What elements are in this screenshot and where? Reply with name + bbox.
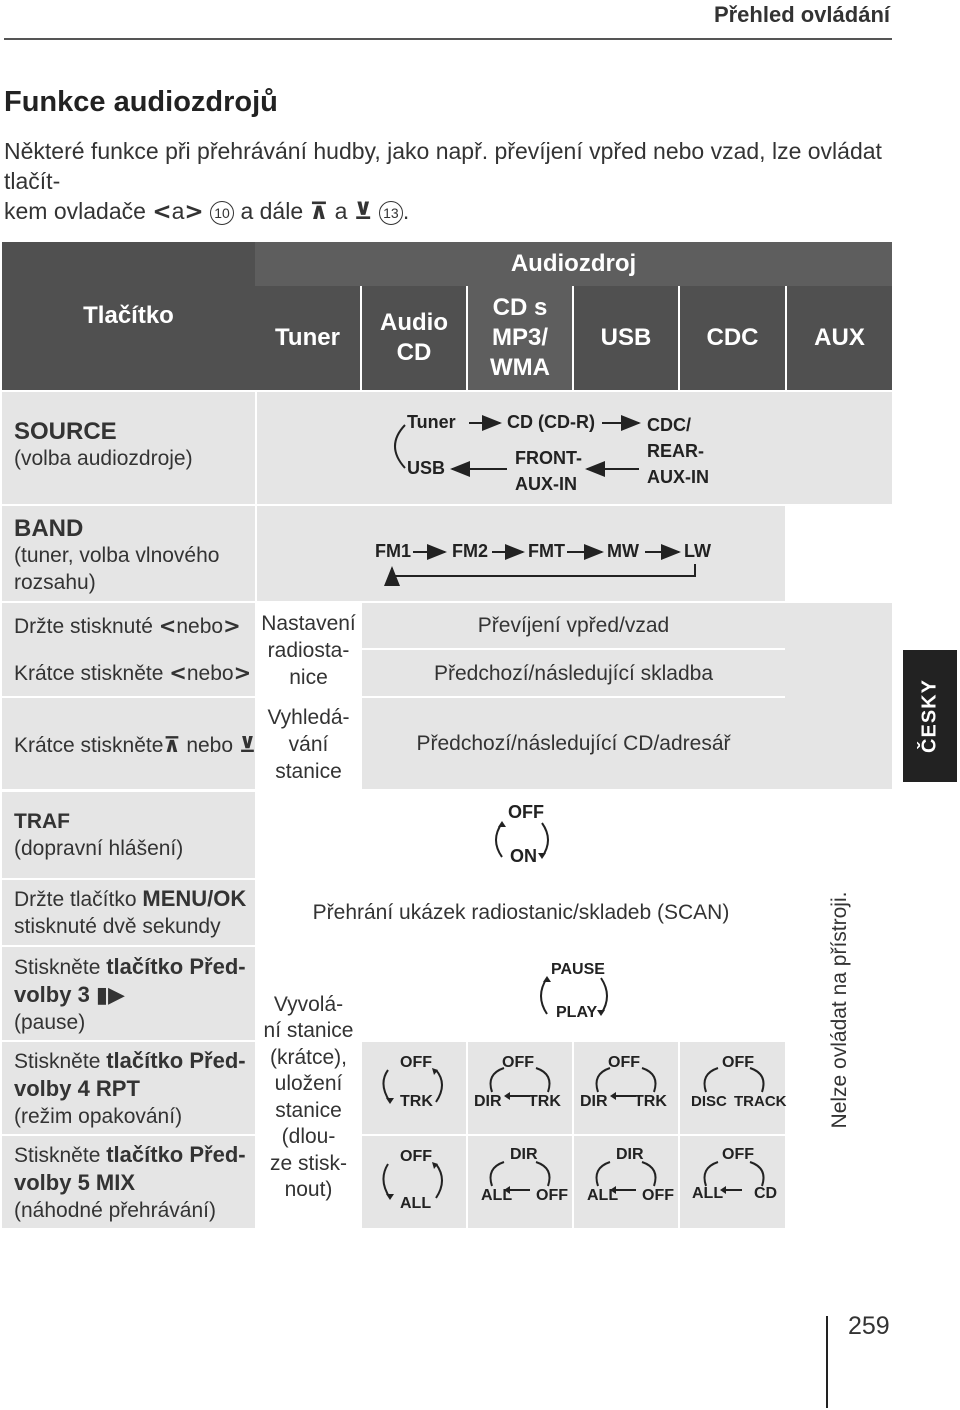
page-number: 259 [848, 1312, 890, 1340]
mix-mp3-bl: ALL [481, 1187, 513, 1204]
row-mix-label: Stiskněte tlačítko Před- volby 5 MIX (náhodné přehrávání) [14, 1142, 246, 1222]
header-col-aux: AUX [787, 286, 892, 390]
mix-audiocd-bl: ALL [400, 1195, 432, 1212]
band-lw: LW [684, 541, 711, 561]
left-arrow-icon: < [152, 199, 172, 225]
left-arrow-icon: < [169, 661, 187, 685]
mix-cdc-top: OFF [722, 1146, 754, 1163]
page-number-divider [826, 1316, 828, 1408]
down-arrow-icon: ⊻ [238, 733, 256, 757]
mix-usb-top: DIR [616, 1146, 644, 1163]
row-band-label: BAND (tuner, volba vlnového rozsahu) [14, 515, 220, 594]
right-arrow-icon: > [223, 614, 241, 638]
flow-front-aux: FRONT- AUX-IN [515, 448, 582, 494]
rpt-audiocd-bl: TRK [400, 1093, 433, 1110]
row-scan-label: Držte tlačítko MENU/OK stisknuté dvě sekundy [14, 886, 247, 938]
language-tab: ČESKY [903, 650, 957, 782]
rpt-usb-br: TRK [634, 1093, 667, 1110]
intro-line-2: kem ovladače <a> 10 a dále ⊼ a ⊻ 13 . [4, 198, 410, 225]
reference-number-10: 10 [210, 201, 234, 225]
header-col-cd-mp3: CD s MP3/ WMA [468, 286, 572, 390]
left-arrow-icon: < [158, 614, 177, 638]
traf-off: OFF [508, 802, 544, 822]
mix-mp3-br: OFF [536, 1187, 568, 1204]
header-col-cdc: CDC [680, 286, 785, 390]
up-arrow-icon: ⊼ [309, 199, 329, 225]
up-arrow-icon: ⊼ [163, 733, 181, 757]
flow-cd: CD (CD-R) [507, 412, 595, 432]
mix-audiocd-top: OFF [400, 1148, 432, 1165]
intro-line-1: Některé funkce při přehrávání hudby, jako např. převíjení vpřed nebo vzad, lze ovládat tlačít- [4, 138, 882, 194]
header-col-tuner: Tuner [255, 286, 360, 390]
scan-cell: Přehrání ukázek radiostanic/skladeb (SCAN) [312, 901, 730, 924]
traf-on: ON [510, 846, 537, 866]
reference-number-13: 13 [379, 201, 403, 225]
seek-cell: Převíjení vpřed/vzad [477, 614, 670, 637]
row-pause-label: Stiskněte tlačítko Před- volby 3 ▮▶ (pause) [14, 954, 246, 1034]
play-pause-icon: ▮▶ [95, 983, 125, 1008]
header-audiozdroj: Audiozdroj [255, 242, 892, 286]
play-label: PLAY [556, 1004, 598, 1021]
flow-usb: USB [407, 458, 446, 478]
mix-usb-bl: ALL [587, 1187, 619, 1204]
flow-tuner: Tuner [407, 412, 456, 432]
loop-arc [395, 425, 405, 468]
pause-label: PAUSE [551, 961, 605, 978]
cdfolder-cell: Předchozí/následující CD/adresář [416, 732, 731, 755]
row-traf-label: TRAF (dopravní hlášení) [14, 810, 184, 860]
row-source-label: SOURCE (volba audiozdroje) [14, 418, 193, 470]
rpt-usb-top: OFF [608, 1054, 640, 1071]
flow-cdc: CDC/ REAR- AUX-IN [647, 415, 709, 487]
section-title: Funkce audiozdrojů [4, 86, 278, 118]
band-fmt: FMT [528, 541, 565, 561]
mix-cdc-bl: ALL [692, 1185, 724, 1202]
rpt-cdc-top: OFF [722, 1054, 754, 1071]
header-title: Přehled ovládání [713, 2, 890, 27]
mix-cdc-br: CD [754, 1185, 778, 1202]
rpt-mp3-br: TRK [528, 1093, 561, 1110]
row-hold-lr-label: Držte stisknuté <nebo> [14, 614, 241, 638]
right-arrow-icon: > [233, 661, 252, 685]
rpt-cdc-br: TRACK [734, 1093, 787, 1110]
tuner-tuning-cell: Nastavení radiosta- nice [261, 612, 356, 689]
tuner-search-cell: Vyhledá- vání stanice [267, 705, 350, 783]
band-fm1: FM1 [375, 541, 411, 561]
header-col-audio-cd: Audio CD [362, 286, 466, 390]
mix-usb-br: OFF [642, 1187, 674, 1204]
rpt-cdc-bl: DISC [691, 1093, 727, 1110]
rpt-mp3-bl: DIR [474, 1093, 502, 1110]
track-cell: Předchozí/následující skladba [434, 661, 713, 685]
intro-paragraph [4, 136, 904, 227]
rpt-mp3-top: OFF [502, 1054, 534, 1071]
tuner-preset-cell: Vyvolá- ní stanice (krátce), uložení stanice (dlou- ze stisk- nout) [263, 992, 354, 1201]
right-arrow-icon: > [184, 199, 204, 225]
row-short-lr-label: Krátce stiskněte <nebo> [14, 661, 252, 685]
header-divider [4, 38, 892, 40]
mix-mp3-top: DIR [510, 1146, 538, 1163]
header-col-usb: USB [574, 286, 678, 390]
band-mw: MW [607, 541, 639, 561]
rpt-audiocd-top: OFF [400, 1054, 432, 1071]
row-rpt-label: Stiskněte tlačítko Před- volby 4 RPT (režim opakování) [14, 1048, 246, 1128]
rpt-usb-bl: DIR [580, 1093, 608, 1110]
down-arrow-icon: ⊻ [353, 199, 373, 225]
row-short-ud-label: Krátce stiskněte⊼ nebo ⊻ [14, 733, 256, 757]
aux-not-possible-cell: Nelze ovládat na přístroji. [787, 792, 892, 1228]
band-fm2: FM2 [452, 541, 488, 561]
header-button-column: Tlačítko [2, 242, 255, 390]
